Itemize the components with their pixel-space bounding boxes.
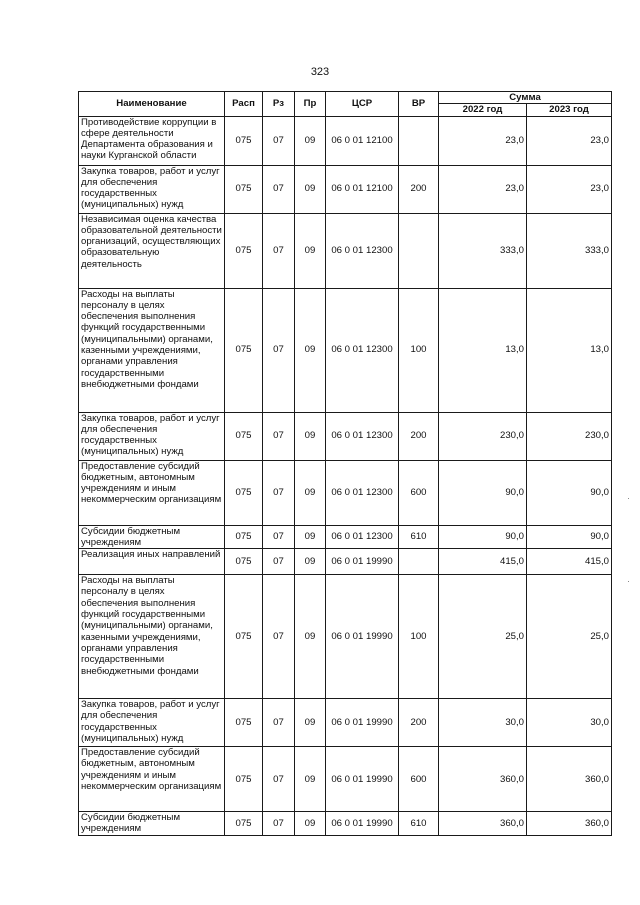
row-csr: 06 0 01 12100 — [326, 165, 399, 213]
table-row — [79, 165, 612, 213]
row-sum-2022: 23,0 — [439, 165, 527, 213]
row-csr: 06 0 01 12300 — [326, 288, 399, 412]
row-name: Предоставление субсидий бюджетным, автономным учреждениям и иным некоммерческим организациям — [79, 747, 225, 812]
row-sum-2023: 30,0 — [527, 699, 612, 747]
row-pr: 09 — [295, 747, 326, 812]
row-rz: 07 — [263, 812, 295, 836]
row-name: Закупка товаров, работ и услуг для обеспечения государственных (муниципальных) нужд — [79, 699, 225, 747]
row-sum-2023: 360,0 — [527, 747, 612, 812]
row-csr: 06 0 01 19990 — [326, 812, 399, 836]
page-number: 323 — [310, 66, 330, 78]
row-rasp: 075 — [225, 460, 263, 525]
table-row — [79, 116, 612, 165]
row-sum-2022: 90,0 — [439, 460, 527, 525]
row-rz: 07 — [263, 412, 295, 460]
row-name: Субсидии бюджетным учреждениям — [79, 812, 225, 836]
table-row — [79, 460, 612, 525]
row-name: Расходы на выплаты персоналу в целях обеспечения выполнения функций государственными (муниципальными) органами, казенными учреждениями, органами управления государственными внебюджетными фондами — [79, 288, 225, 412]
row-rasp: 075 — [225, 288, 263, 412]
row-pr: 09 — [295, 549, 326, 575]
header-name: Наименование — [79, 92, 225, 117]
row-csr: 06 0 01 19990 — [326, 699, 399, 747]
header-vr: ВР — [399, 92, 439, 117]
header-row — [79, 92, 612, 104]
table-row — [79, 747, 612, 812]
table-row — [79, 213, 612, 288]
row-rz: 07 — [263, 116, 295, 165]
table-row — [79, 699, 612, 747]
row-name: Субсидии бюджетным учреждениям — [79, 525, 225, 549]
row-csr: 06 0 01 19990 — [326, 575, 399, 699]
header-pr: Пр — [295, 92, 326, 117]
row-rasp: 075 — [225, 812, 263, 836]
row-pr: 09 — [295, 699, 326, 747]
row-sum-2023: 90,0 — [527, 525, 612, 549]
row-rasp: 075 — [225, 525, 263, 549]
row-rasp: 075 — [225, 747, 263, 812]
row-sum-2022: 90,0 — [439, 525, 527, 549]
row-sum-2023: 360,0 — [527, 812, 612, 836]
row-rasp: 075 — [225, 575, 263, 699]
row-rz: 07 — [263, 549, 295, 575]
row-sum-2022: 30,0 — [439, 699, 527, 747]
row-name: Независимая оценка качества образовательной деятельности организаций, осуществляющих образовательную деятельность — [79, 213, 225, 288]
header-2022: 2022 год — [439, 104, 527, 116]
row-sum-2022: 360,0 — [439, 812, 527, 836]
row-sum-2023: 13,0 — [527, 288, 612, 412]
row-rz: 07 — [263, 699, 295, 747]
row-rasp: 075 — [225, 116, 263, 165]
header-csr: ЦСР — [326, 92, 399, 117]
row-rz: 07 — [263, 288, 295, 412]
table-row — [79, 549, 612, 575]
row-pr: 09 — [295, 812, 326, 836]
row-pr: 09 — [295, 525, 326, 549]
row-csr: 06 0 01 12300 — [326, 412, 399, 460]
row-name: Реализация иных направлений — [79, 549, 225, 575]
row-vr — [399, 213, 439, 288]
header-2023: 2023 год — [527, 104, 612, 116]
row-pr: 09 — [295, 165, 326, 213]
row-pr: 09 — [295, 460, 326, 525]
row-vr — [399, 116, 439, 165]
row-pr: 09 — [295, 288, 326, 412]
row-rz: 07 — [263, 165, 295, 213]
row-rz: 07 — [263, 525, 295, 549]
row-vr: 200 — [399, 699, 439, 747]
row-pr: 09 — [295, 575, 326, 699]
header-sum: Сумма — [439, 92, 612, 104]
row-vr: 100 — [399, 288, 439, 412]
row-rz: 07 — [263, 213, 295, 288]
row-csr: 06 0 01 12300 — [326, 460, 399, 525]
row-vr — [399, 549, 439, 575]
row-sum-2022: 415,0 — [439, 549, 527, 575]
row-name: Расходы на выплаты персоналу в целях обеспечения выполнения функций государственными (муниципальными) органами, казенными учреждениями, органами управления государственными внебюджетными фондами — [79, 575, 225, 699]
row-sum-2023: 415,0 — [527, 549, 612, 575]
table-row — [79, 412, 612, 460]
row-rz: 07 — [263, 575, 295, 699]
row-sum-2023: 90,0 — [527, 460, 612, 525]
row-csr: 06 0 01 19990 — [326, 747, 399, 812]
row-pr: 09 — [295, 213, 326, 288]
row-rasp: 075 — [225, 165, 263, 213]
row-sum-2023: 333,0 — [527, 213, 612, 288]
margin-dot: · — [627, 493, 630, 503]
header-rasp: Расп — [225, 92, 263, 117]
row-rasp: 075 — [225, 213, 263, 288]
row-sum-2023: 25,0 — [527, 575, 612, 699]
row-pr: 09 — [295, 116, 326, 165]
row-sum-2023: 230,0 — [527, 412, 612, 460]
row-sum-2022: 13,0 — [439, 288, 527, 412]
table-row — [79, 575, 612, 699]
header-rz: Рз — [263, 92, 295, 117]
row-name: Предоставление субсидий бюджетным, автономным учреждениям и иным некоммерческим организациям — [79, 460, 225, 525]
row-vr: 200 — [399, 165, 439, 213]
row-rz: 07 — [263, 747, 295, 812]
row-rasp: 075 — [225, 699, 263, 747]
table-row — [79, 812, 612, 836]
row-vr: 100 — [399, 575, 439, 699]
row-sum-2022: 333,0 — [439, 213, 527, 288]
row-rasp: 075 — [225, 549, 263, 575]
margin-dot: · — [627, 576, 630, 586]
row-sum-2022: 360,0 — [439, 747, 527, 812]
row-vr: 610 — [399, 812, 439, 836]
row-vr: 600 — [399, 747, 439, 812]
row-vr: 200 — [399, 412, 439, 460]
row-name: Противодействие коррупции в сфере деятельности Департамента образования и науки Курганской области — [79, 116, 225, 165]
row-name: Закупка товаров, работ и услуг для обеспечения государственных (муниципальных) нужд — [79, 412, 225, 460]
row-sum-2023: 23,0 — [527, 165, 612, 213]
row-sum-2023: 23,0 — [527, 116, 612, 165]
row-pr: 09 — [295, 412, 326, 460]
row-name: Закупка товаров, работ и услуг для обеспечения государственных (муниципальных) нужд — [79, 165, 225, 213]
row-sum-2022: 25,0 — [439, 575, 527, 699]
table-row — [79, 288, 612, 412]
row-csr: 06 0 01 12100 — [326, 116, 399, 165]
row-csr: 06 0 01 12300 — [326, 525, 399, 549]
budget-table — [78, 91, 612, 836]
row-sum-2022: 23,0 — [439, 116, 527, 165]
row-vr: 610 — [399, 525, 439, 549]
table-body — [79, 116, 612, 835]
table-row — [79, 525, 612, 549]
row-rz: 07 — [263, 460, 295, 525]
row-csr: 06 0 01 12300 — [326, 213, 399, 288]
row-vr: 600 — [399, 460, 439, 525]
row-rasp: 075 — [225, 412, 263, 460]
row-sum-2022: 230,0 — [439, 412, 527, 460]
row-csr: 06 0 01 19990 — [326, 549, 399, 575]
